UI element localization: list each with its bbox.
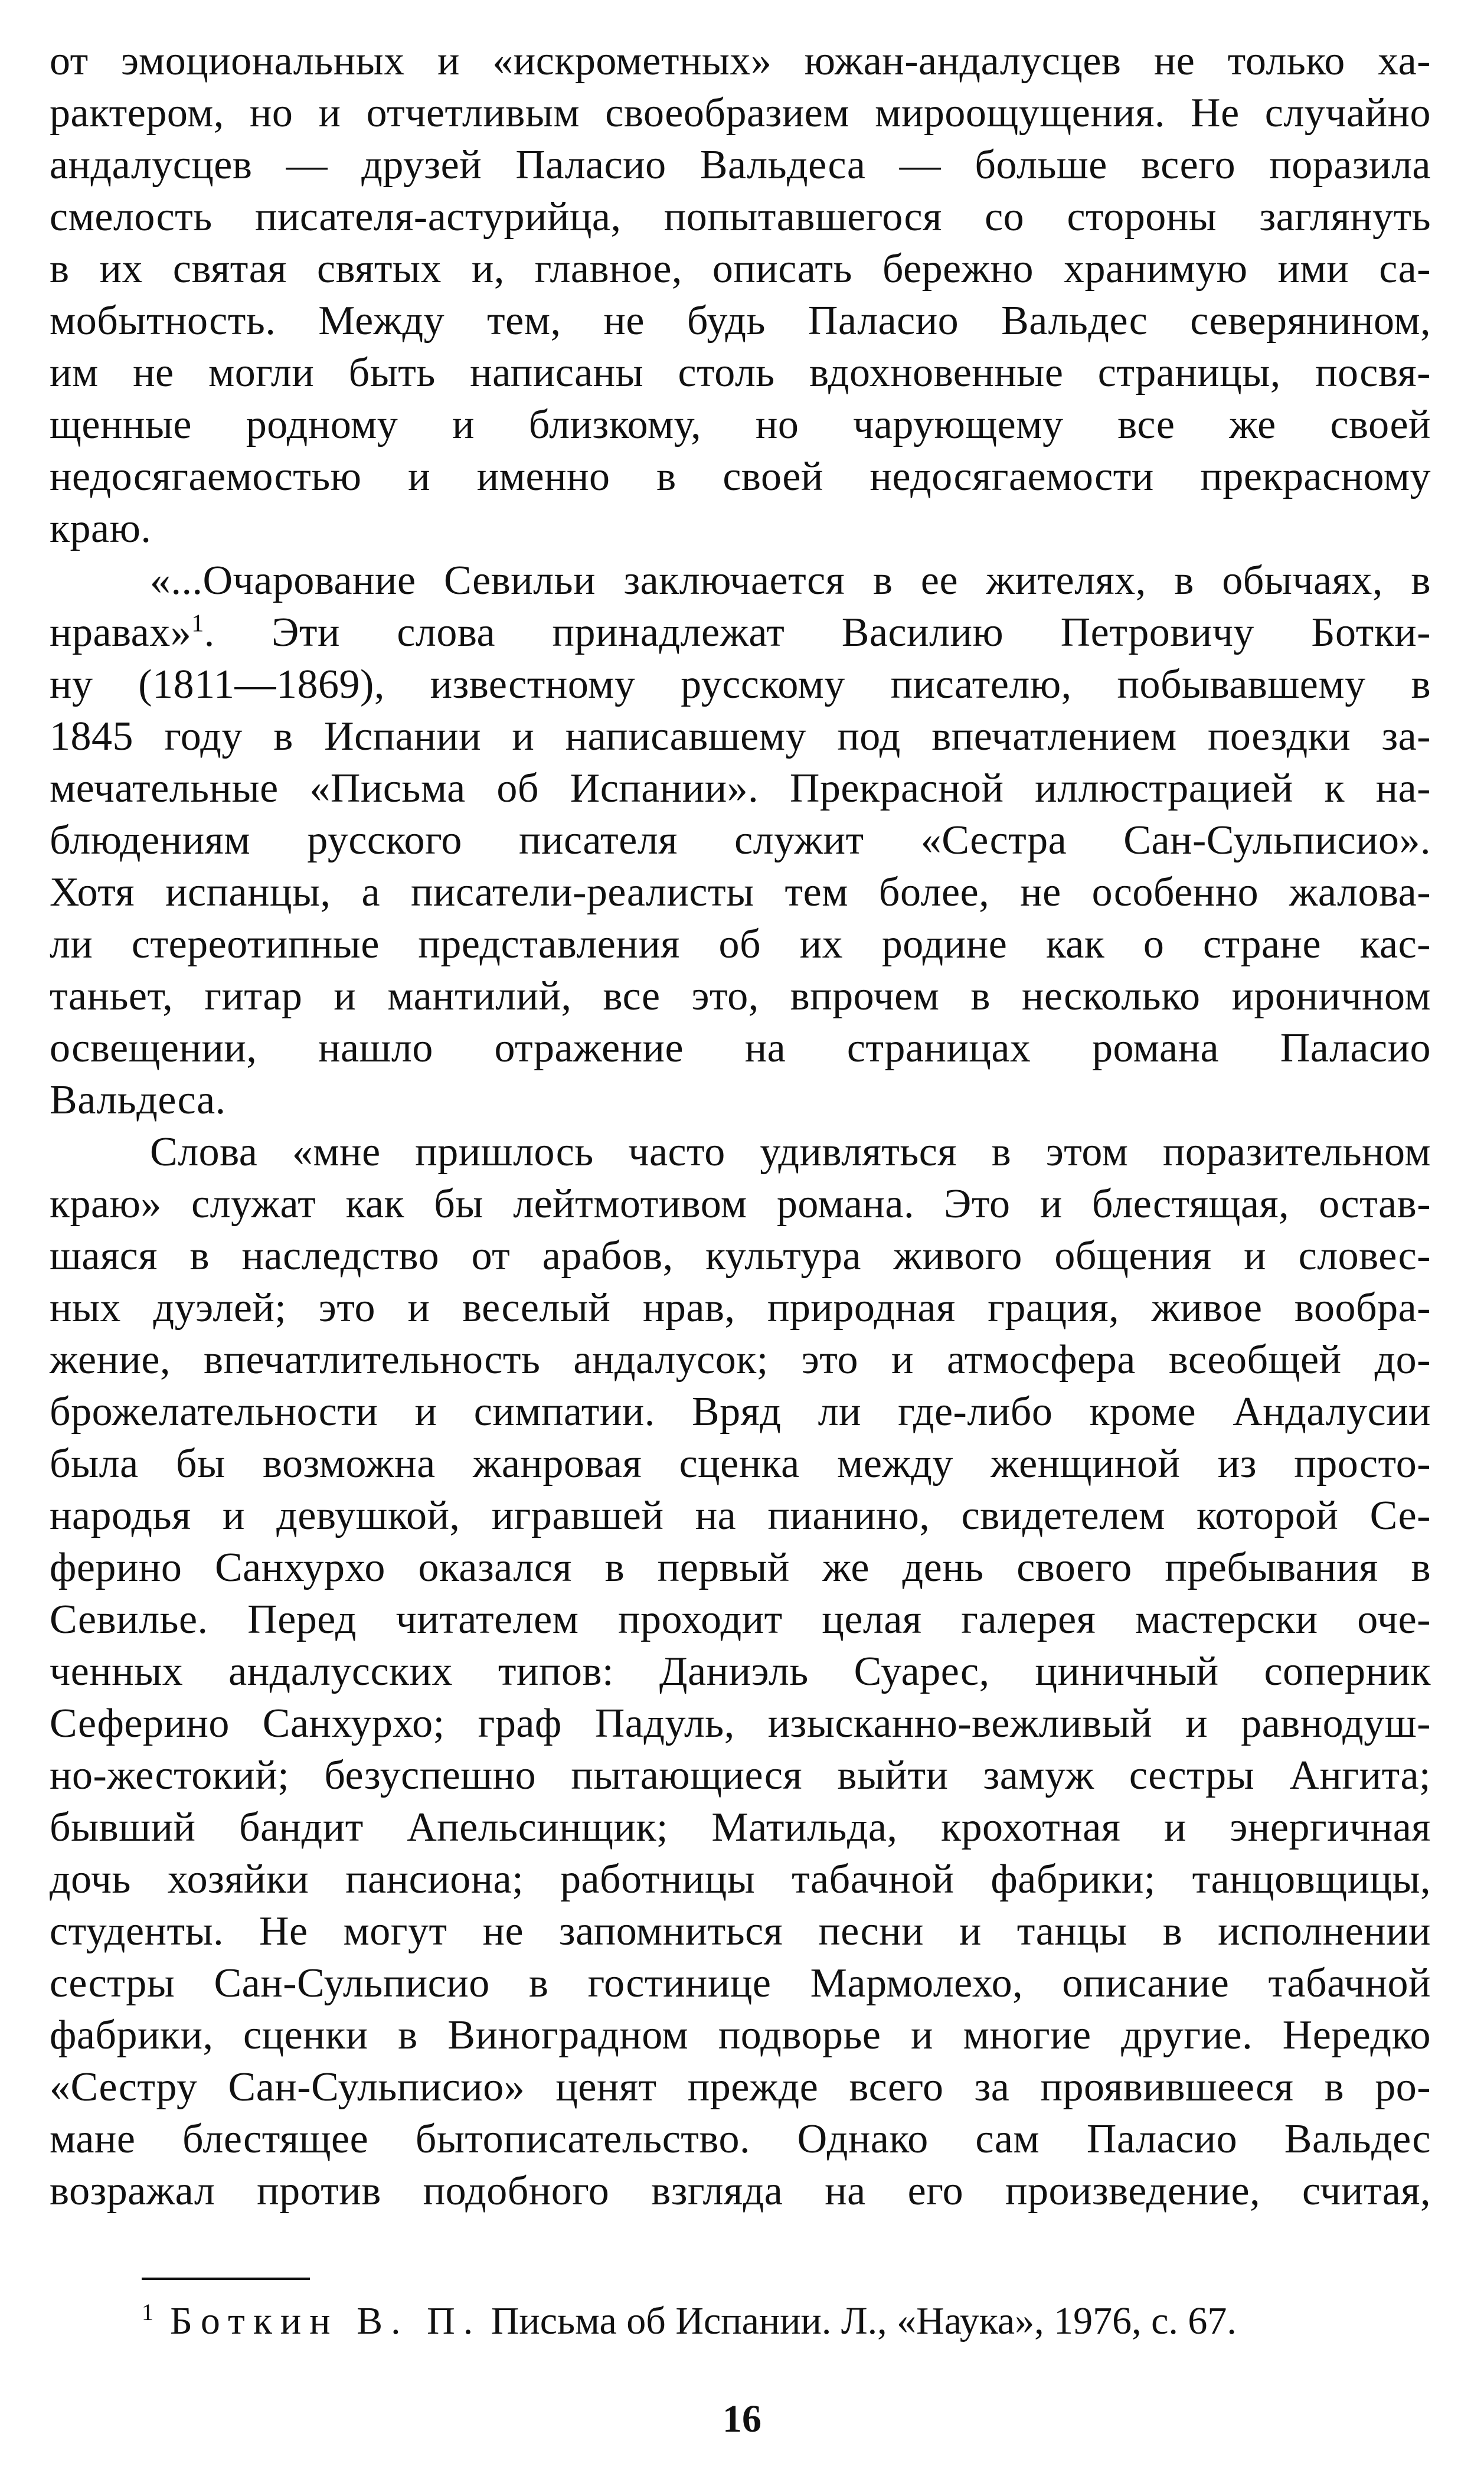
text-line: Севилье. Перед читателем проходит целая галерея мастерски оче- xyxy=(50,1597,1431,1642)
text-line: «...Очарование Севильи заключается в ее жителях, в обычаях, в xyxy=(150,558,1431,603)
text-line: краю» служат как бы лейтмотивом романа. Это и блестящая, остав- xyxy=(50,1181,1431,1227)
text-line: дочь хозяйки пансиона; работницы табачной фабрики; танцовщицы, xyxy=(50,1857,1431,1902)
text-line: блюдениям русского писателя служит «Сестра Сан-Сульписио». xyxy=(50,818,1431,863)
text-line: бывший бандит Апельсинщик; Матильда, крохотная и энергичная xyxy=(50,1805,1431,1850)
text-line: ферино Санхурхо оказался в первый же день своего пребывания в xyxy=(50,1545,1431,1590)
footnote-text: Письма об Испании. Л., «Наука», 1976, с. 67. xyxy=(481,2299,1237,2342)
text-line: им не могли быть написаны столь вдохновенные страницы, посвя- xyxy=(50,350,1431,396)
text-line: «Сестру Сан-Сульписио» ценят прежде всего за проявившееся в ро- xyxy=(50,2064,1431,2110)
text-line: была бы возможна жанровая сценка между женщиной из просто- xyxy=(50,1441,1431,1486)
text-line: мане блестящее бытописательство. Однако сам Паласио Вальдес xyxy=(50,2116,1431,2162)
text-line: мечательные «Письма об Испании». Прекрасной иллюстрацией к на- xyxy=(50,766,1431,811)
text-line: ченных андалусских типов: Даниэль Суарес, циничный соперник xyxy=(50,1649,1431,1694)
page-number: 16 xyxy=(723,2397,761,2440)
text-line: в их святая святых и, главное, описать бережно хранимую ими са- xyxy=(50,246,1431,292)
text-line: ных дуэлей; это и веселый нрав, природная грация, живое вообра- xyxy=(50,1285,1431,1331)
footnote-divider xyxy=(142,2278,310,2280)
footnote xyxy=(142,2295,1423,2347)
text-line: сестры Сан-Сульписио в гостинице Мармолехо, описание табачной xyxy=(50,1961,1431,2006)
text-line: недосягаемостью и именно в своей недосягаемости прекрасному xyxy=(50,454,1431,499)
text-line: фабрики, сценки в Виноградном подворье и многие другие. Нередко xyxy=(50,2012,1431,2058)
text-line: 1845 году в Испании и написавшему под впечатлением поездки за- xyxy=(50,714,1431,759)
text-line: студенты. Не могут не запомниться песни и танцы в исполнении xyxy=(50,1909,1431,1954)
text-line: народья и девушкой, игравшей на пианино, свидетелем которой Се- xyxy=(50,1493,1431,1538)
text-line: от эмоциональных и «искрометных» южан-андалусцев не только ха- xyxy=(50,38,1431,84)
text-line: ну (1811—1869), известному русскому писателю, побывавшему в xyxy=(50,662,1431,707)
text-line: Сеферино Санхурхо; граф Падуль, изысканно-вежливый и равнодуш- xyxy=(50,1701,1431,1746)
text-line: но-жестокий; безуспешно пытающиеся выйти замуж сестры Ангита; xyxy=(50,1753,1431,1798)
text-line: Хотя испанцы, а писатели-реалисты тем более, не особенно жалова- xyxy=(50,870,1431,915)
paragraph-1 xyxy=(50,35,1431,555)
text-line: брожелательности и симпатии. Вряд ли где-либо кроме Андалусии xyxy=(50,1389,1431,1435)
text-line: освещении, нашло отражение на страницах романа Паласио xyxy=(50,1025,1431,1071)
text-line: шаяся в наследство от арабов, культура живого общения и словес- xyxy=(50,1233,1431,1279)
text-line: таньет, гитар и мантилий, все это, впрочем в несколько ироничном xyxy=(50,973,1431,1019)
page-body xyxy=(50,35,1431,2217)
text-line: возражал против подобного взгляда на его произведение, считая, xyxy=(50,2168,1431,2214)
text-line: краю. xyxy=(50,506,152,551)
footnote-reference: 1 xyxy=(191,610,204,638)
footnote-author: Боткин В. П. xyxy=(170,2299,482,2342)
text-line: жение, впечатлительность андалусок; это и атмосфера всеобщей до- xyxy=(50,1337,1431,1383)
paragraph-3 xyxy=(50,1126,1431,2217)
paragraph-2 xyxy=(50,555,1431,1126)
text-line: Слова «мне пришлось часто удивляться в этом поразительном xyxy=(150,1129,1431,1175)
text-line: смелость писателя-астурийца, попытавшегося со стороны заглянуть xyxy=(50,194,1431,240)
text-line: щенные родному и близкому, но чарующему все же своей xyxy=(50,402,1431,447)
text-line: Вальдеса. xyxy=(50,1077,226,1123)
text-line: андалусцев — друзей Паласио Вальдеса — больше всего поразила xyxy=(50,142,1431,188)
text-segment: . Эти слова принадлежат Василию Петровичу Ботки- xyxy=(204,610,1431,655)
text-line: ли стереотипные представления об их родине как о стране кас- xyxy=(50,922,1431,967)
text-line: рактером, но и отчетливым своеобразием мироощущения. Не случайно xyxy=(50,90,1431,136)
text-segment: нравах» xyxy=(50,610,192,655)
text-line: мобытность. Между тем, не будь Паласио Вальдес северянином, xyxy=(50,298,1431,344)
text-line-with-footnote-ref xyxy=(50,607,1431,659)
footnote-marker: 1 xyxy=(142,2299,153,2325)
